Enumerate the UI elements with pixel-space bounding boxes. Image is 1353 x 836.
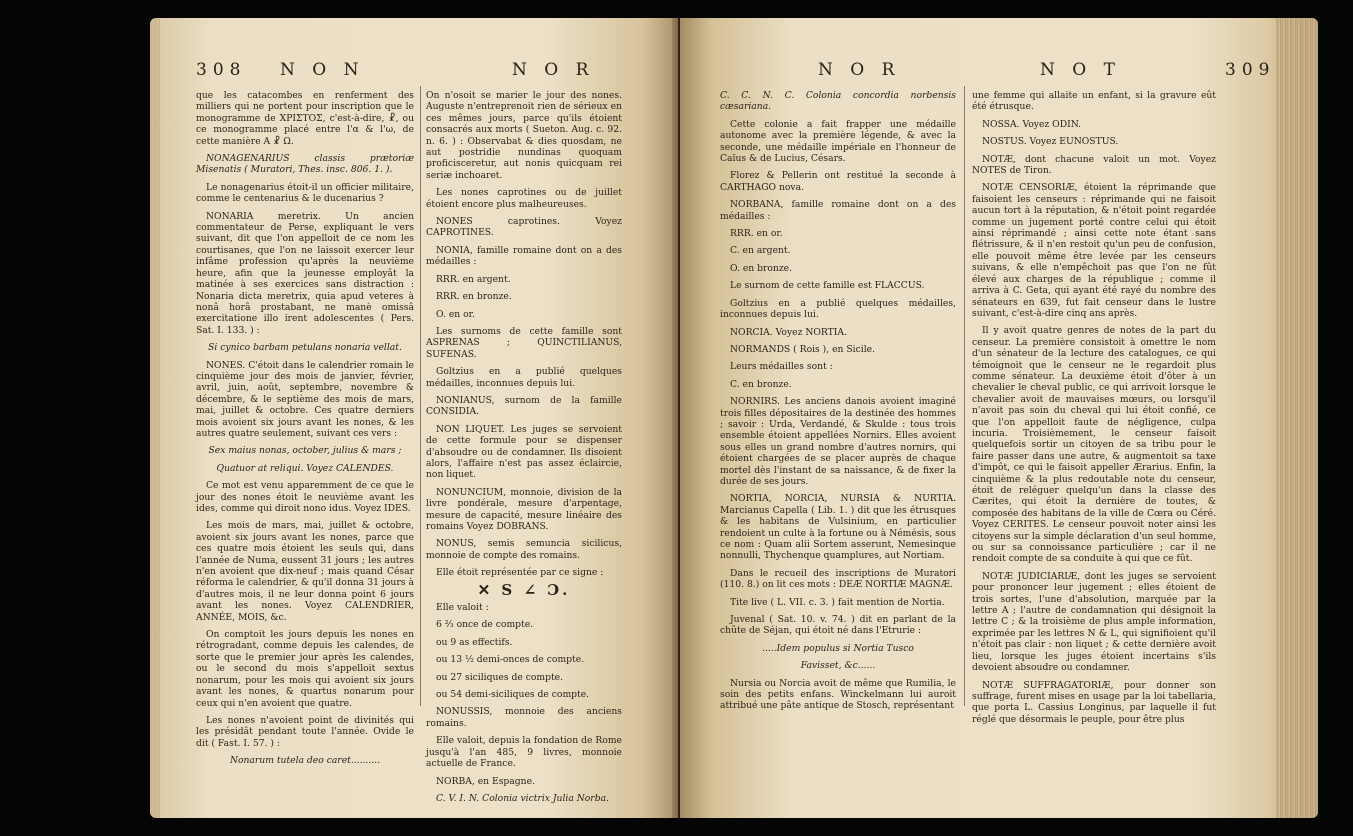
right-column-1 <box>720 90 956 718</box>
paragraph: Goltzius en a publié quelques médailles, inconnues depuis lui. <box>720 297 956 321</box>
paragraph: Dans le recueil des inscriptions de Muratori (110. 8.) on lit ces mots : DEÆ NORTIÆ MAGNÆ. <box>720 567 956 591</box>
right-page-number: 309 <box>1225 60 1276 80</box>
list-item: C. en argent. <box>730 245 791 257</box>
paragraph: NOSSA. Voyez ODIN. <box>982 118 1082 130</box>
paragraph: NONES. C'étoit dans le calendrier romain le cinquième jour des mois de janvier, février, avril, juin, août, septembre, novembre & décembre, & le septième des mois de mars, mai, juillet & octobre. Ces quatre derniers mois avoient six jours avant les nones, & les autres quatre seulement, suivant ces vers : <box>196 359 414 439</box>
paragraph: que les catacombes en renferment des milliers qui ne portent pour inscription que le monogramme de ΧΡΙΣΤΟΣ, c'est-à-dire, ☧, ou ce monogramme placé entre l'α & l'ω, de cette manière A ☧ Ω. <box>196 90 414 147</box>
left-page-edge <box>150 18 160 818</box>
verse: Favisset, &c...... <box>800 660 876 672</box>
paragraph: NONIA, famille romaine dont on a des médailles : <box>426 244 622 268</box>
paragraph: NOTÆ, dont chacune valoit un mot. Voyez NOTES de Tiron. <box>972 153 1216 177</box>
paragraph: Elle étoit représentée par ce signe : <box>436 567 604 579</box>
paragraph: C. V. I. N. Colonia victrix Julia Norba. <box>436 792 609 804</box>
list-item: RRR. en argent. <box>436 273 511 285</box>
paragraph: NONUNCIUM, monnoie, division de la livre pondérale, mesure d'arpentage, mesure de capacité, mesure linéaire des romains Voyez DOBRANS. <box>426 486 622 532</box>
paragraph: NORTIA, NORCIA, NURSIA & NURTIA. Marcianus Capella ( Lib. 1. ) dit que les étrusques & les habitans de Vulsinium, en particulier rendoient un culte à la fortune ou à Némésis, sous ce nom : Quam alii Sortem asserunt, Nemesinque nonnulli, Thychenque quamplures, aut Nortiam. <box>720 493 956 562</box>
paragraph: NOTÆ JUDICIARIÆ, dont les juges se servoient pour prononcer leur jugement ; elles étoient de trois sortes, l'une d'absolution, marquée par la lettre A ; l'autre de condamnation qui désignoit la lettre C ; & la troisième de plus ample information, exprimée par les lettres N & L, qui signifioient qu'il n'étoit pas clair : non liquet ; & cette dernière avoit lieu, lorsque les juges étoient incertains s'ils devoient absoudre ou condamner. <box>972 570 1216 674</box>
paragraph: une femme qui allaite un enfant, si la gravure eût été étrusque. <box>972 90 1216 113</box>
right-page <box>680 18 1318 818</box>
paragraph: Leurs médailles sont : <box>730 361 833 373</box>
left-column-2 <box>426 90 622 810</box>
right-header-left: N O R <box>818 60 901 80</box>
paragraph: NONUSSIS, monnoie des anciens romains. <box>426 706 622 729</box>
paragraph: NOTÆ CENSORIÆ, étoient la réprimande que faisoient les censeurs : réprimande qui ne faisoit aucun tort à la réputation, & n'étoit point regardée comme un jugement porté contre celui qui étoit ainsi réprimandé ; ainsi cette note étant sans flétrissure, & il n'en restoit qu'un peu de confusion, elle pouvoit même être levée par les censeurs suivans, & elle n'empêchoit pas que l'on ne fût élevé aux charges de la république ; comme il arriva à C. Geta, qui ayant été rayé du nombre des sénateurs en 639, fut fait censeur dans le lustre suivant, c'est-à-dire cinq ans après. <box>972 182 1216 319</box>
paragraph: Les nones n'avoient point de divinités qui les présidât pendant toute l'année. Ovide le dit ( Fast. I. 57. ) : <box>196 714 414 749</box>
paragraph: NONARIA meretrix. Un ancien commentateur de Perse, expliquant le vers suivant, dit que l'on appelloit de ce nom les courtisanes, que l'on ne laissoit exercer leur infâme profession qu'après la neuvième heure, afin que la jeunesse employât la matinée à ses exercices sans distraction : Nonaria dicta meretrix, quia apud veteres à nonâ horâ prostabant, ne manè omissâ exercitatione illo irent adolescentes ( Pers. Sat. I. 133. ) : <box>196 210 414 336</box>
paragraph: Tite live ( L. VII. c. 3. ) fait mention de Nortia. <box>730 596 945 608</box>
paragraph: NOSTUS. Voyez EUNOSTUS. <box>982 136 1119 148</box>
paragraph: Le surnom de cette famille est FLACCUS. <box>730 280 925 292</box>
paragraph: Le nonagenarius étoit-il un officier militaire, comme le centenarius & le ducenarius ? <box>196 181 414 205</box>
paragraph: Goltzius en a publié quelques médailles, inconnues depuis lui. <box>426 366 622 389</box>
paragraph: NOTÆ SUFFRAGATORIÆ, pour donner son suffrage, furent mises en usage par la loi tabellaria, que porta L. Cassius Longinus, par laquelle il fut réglé que désormais le peuple, pour être plus <box>972 679 1216 725</box>
verse: Si cynico barbam petulans nonaria vellat. <box>208 342 402 354</box>
right-page-edge <box>1276 18 1318 818</box>
paragraph: NORBA, en Espagne. <box>436 775 535 787</box>
paragraph: Nursia ou Norcia avoit de même que Rumilia, le soin des petits enfans. Winckelmann lui auroit attribué une pâte antique de Stosch, représentant <box>720 677 956 712</box>
paragraph: Elle valoit : <box>436 602 489 614</box>
left-header-right: N O R <box>512 60 595 80</box>
coin-sign: ✕ S ∠ Ɔ. <box>477 580 571 599</box>
paragraph: Les surnoms de cette famille sont ASPRENAS ; QUINCTILIANUS, SUFENAS. <box>426 325 622 360</box>
verse: .....Idem populus si Nortia Tusco <box>762 642 914 654</box>
paragraph: On n'osoit se marier le jour des nones. Auguste n'entreprenoit rien de sérieux en ces mêmes jours, parce qu'ils étoient consacrés aux morts ( Sueton. Aug. c. 92. n. 6. ) : Observabat & dies quosdam, ne aut postridie nundinas quoquam proficisceretur, aut nonis quicquam rei seriæ inchoaret. <box>426 90 622 181</box>
list-item: O. en or. <box>436 308 475 320</box>
list-item: O. en bronze. <box>730 262 793 274</box>
list-item: RRR. en bronze. <box>436 291 512 303</box>
list-item: 6 ⅔ once de compte. <box>436 619 534 631</box>
left-page-number: 308 <box>196 60 247 80</box>
verse: Nonarum tutela deo caret.......... <box>229 755 381 767</box>
paragraph: Elle valoit, depuis la fondation de Rome jusqu'à l'an 485, 9 livres, monnoie actuelle de France. <box>426 735 622 770</box>
paragraph: Juvenal ( Sat. 10. v. 74. ) dit en parlant de la chûte de Séjan, qui étoit né dans l'Etrurie : <box>720 614 956 637</box>
paragraph: NORCIA. Voyez NORTIA. <box>730 326 847 338</box>
paragraph: NONIANUS, surnom de la famille CONSIDIA. <box>426 394 622 418</box>
paragraph: NONES caprotines. Voyez CAPROTINES. <box>426 216 622 239</box>
paragraph: NONAGENARIUS classis prætoriæ Misenatis ( Muratori, Thes. insc. 806. 1. ). <box>196 153 414 176</box>
verse: Quatuor at reliqui. Voyez CALENDES. <box>216 462 394 474</box>
paragraph: NORNIRS. Les anciens danois avoient imaginé trois filles dépositaires de la destinée des hommes ; savoir : Urda, Verdandé, & Skulde : tous trois ensemble étoient appellées Nornirs. Elles avoient sous elles un grand nombre d'autres nornirs, qui étoient chargées de se placer auprès de chaque mortel dès l'instant de sa naissance, & de fixer la durée de ses jours. <box>720 396 956 487</box>
paragraph: On comptoit les jours depuis les nones en rétrogradant, comme depuis les calendes, de sorte que le premier jour après les calendes, ou le second du mois s'appelloit sextus nonarum, pour les mois qui avoient six jours avant les nones, & quartus nonarum pour ceux qui n'en avoient que quatre. <box>196 629 414 709</box>
column-rule <box>420 86 421 706</box>
list-item: RRR. en or. <box>730 228 783 240</box>
paragraph: Ce mot est venu apparemment de ce que le jour des nones étoit le neuvième avant les ides, comme qui diroit nono idus. Voyez IDES. <box>196 480 414 514</box>
paragraph: NORMANDS ( Rois ), en Sicile. <box>730 343 875 355</box>
list-item: ou 54 demi-siciliques de compte. <box>436 689 590 701</box>
paragraph: NONUS, semis semuncia sicilicus, monnoie de compte des romains. <box>426 538 622 561</box>
column-rule <box>964 86 965 706</box>
paragraph: Les mois de mars, mai, juillet & octobre, avoient six jours avant les nones, parce que ces quatre mois étoient les seuls qui, dans l'année de Numa, eussent 31 jours ; les autres n'en avoient que dix-neuf ; mais quand César réforma le calendrier, & qu'il donna 31 jours à d'autres mois, il ne leur donna point 6 jours avant les nones. Voyez CALENDRIER, ANNÉE, MOIS, &c. <box>196 520 414 623</box>
paragraph: Il y avoit quatre genres de notes de la part du censeur. La première consistoit à omettre le nom d'un sénateur de la lecture des catalogues, ce qui témoignoit que le censeur ne le regardoit plus comme sénateur. La deuxième étoit d'ôter à un chevalier le cheval public, ce qui arrivoit lorsque le chevalier avoit de mauvaises mœurs, ou lorsqu'il n'avoit pas soin du cheval qui lui étoit confié, ce que l'on appelloit faute de négligence, culpa incuria. Troisièmement, le censeur faisoit quelquefois sortir un citoyen de sa tribu pour le faire passer dans une autre, & augmentoit sa taxe d'impôt, ce qui le faisoit appeller Ærarius. Enfin, la cinquième & la plus redoutable note du censeur, étoit de reléguer quelqu'un dans la classe des Cærites, qui étoit la dernière de toutes, & composée des habitans de la ville de Cœra ou Céré. Voyez CERITES. Le censeur pouvoit noter ainsi les citoyens sur la simple déclaration d'un seul homme, ou sur sa connoissance particulière ; car il ne rendoit compte de sa conduite à qui que ce fût. <box>972 325 1216 565</box>
left-header-left: N O N <box>280 60 365 80</box>
list-item: ou 13 ½ demi-onces de compte. <box>436 654 585 666</box>
right-column-2 <box>972 90 1216 731</box>
right-header-right: N O T <box>1040 60 1121 80</box>
list-item: ou 27 siciliques de compte. <box>436 671 564 683</box>
paragraph: C. C. N. C. Colonia concordia norbensis cæsariana. <box>720 90 956 113</box>
paragraph: Les nones caprotines ou de juillet étoient encore plus malheureuses. <box>426 187 622 210</box>
paragraph: NON LIQUET. Les juges se servoient de cette formule pour se dispenser d'absoudre ou de condamner. Ils disoient alors, l'affaire n'est pas assez éclaircie, non liquet. <box>426 423 622 481</box>
paragraph: NORBANA, famille romaine dont on a des médailles : <box>720 199 956 222</box>
list-item: C. en bronze. <box>730 378 792 390</box>
paragraph: Florez & Pellerin ont restitué la seconde à CARTHAGO nova. <box>720 170 956 193</box>
verse: Sex maius nonas, october, julius & mars ; <box>208 445 402 457</box>
left-page <box>150 18 678 818</box>
list-item: ou 9 as effectifs. <box>436 636 513 648</box>
paragraph: Cette colonie a fait frapper une médaille autonome avec la première légende, & avec la seconde, une médaille impériale en l'honneur de Caïus & de Lucius, Césars. <box>720 118 956 165</box>
left-column-1 <box>196 90 414 773</box>
